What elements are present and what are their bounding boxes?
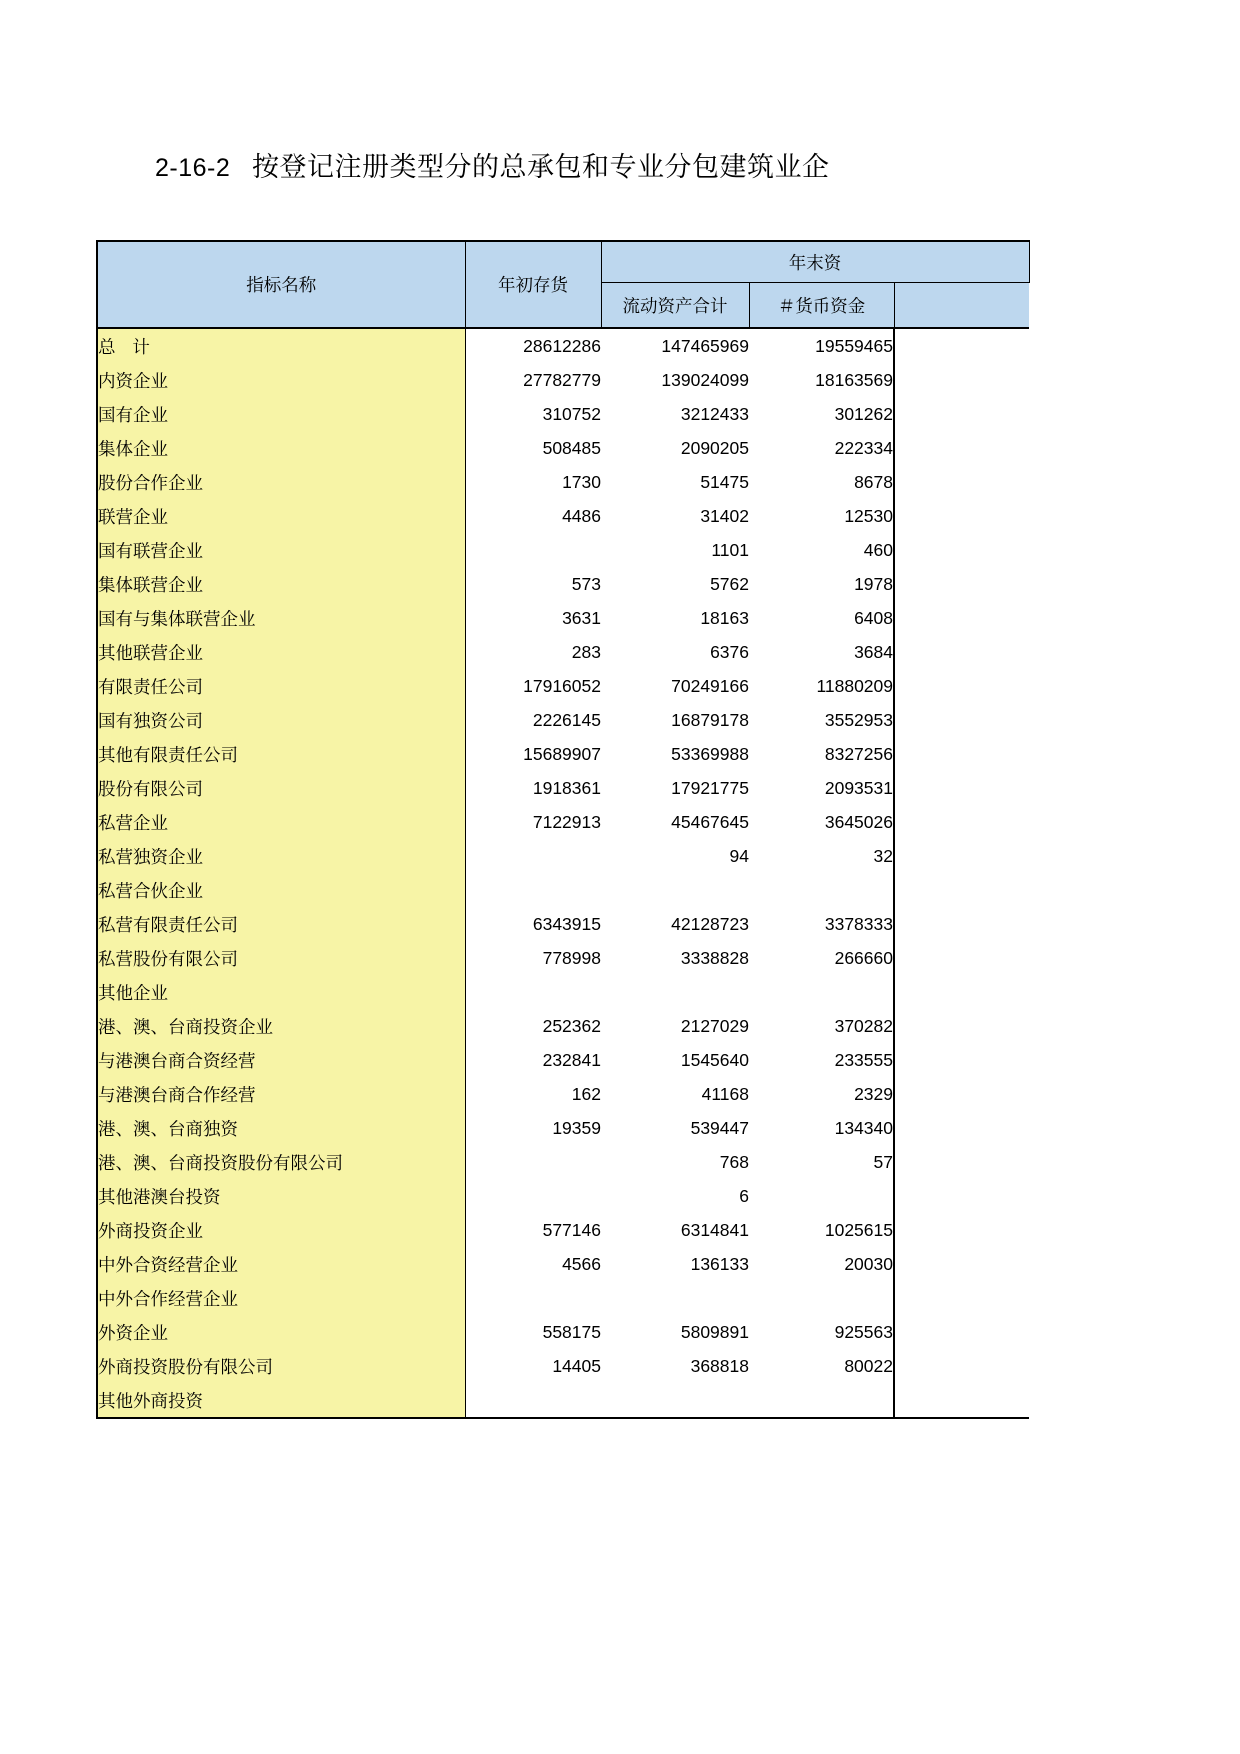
row-value-1: 162 (465, 1077, 601, 1111)
row-label: 私营企业 (97, 805, 465, 839)
row-overflow-spacer (894, 397, 1029, 431)
row-label: 中外合资经营企业 (97, 1247, 465, 1281)
table-row (97, 1383, 1029, 1418)
row-label: 外商投资企业 (97, 1213, 465, 1247)
row-value-2: 6314841 (601, 1213, 749, 1247)
row-label: 国有与集体联营企业 (97, 601, 465, 635)
row-value-1: 1730 (465, 465, 601, 499)
row-value-3: 3684 (749, 635, 894, 669)
row-overflow-spacer (894, 567, 1029, 601)
row-label: 外资企业 (97, 1315, 465, 1349)
row-label: 内资企业 (97, 363, 465, 397)
row-value-2: 5809891 (601, 1315, 749, 1349)
row-value-2: 18163 (601, 601, 749, 635)
row-value-3: 925563 (749, 1315, 894, 1349)
row-label: 与港澳台商合作经营 (97, 1077, 465, 1111)
row-label: 其他有限责任公司 (97, 737, 465, 771)
row-overflow-spacer (894, 499, 1029, 533)
row-overflow-spacer (894, 635, 1029, 669)
row-overflow-spacer (894, 1349, 1029, 1383)
header-indicator: 指标名称 (97, 241, 465, 328)
row-overflow-spacer (894, 1315, 1029, 1349)
row-value-3: 222334 (749, 431, 894, 465)
row-value-1: 27782779 (465, 363, 601, 397)
row-label: 港、澳、台商独资 (97, 1111, 465, 1145)
row-value-1 (465, 1179, 601, 1213)
row-label: 有限责任公司 (97, 669, 465, 703)
row-value-3 (749, 873, 894, 907)
row-value-3: 1025615 (749, 1213, 894, 1247)
row-value-2: 42128723 (601, 907, 749, 941)
row-value-1: 7122913 (465, 805, 601, 839)
table-header (97, 241, 1029, 328)
row-value-1 (465, 975, 601, 1009)
row-value-2: 3212433 (601, 397, 749, 431)
row-value-1: 252362 (465, 1009, 601, 1043)
row-value-2: 5762 (601, 567, 749, 601)
table-row (97, 941, 1029, 975)
table-row (97, 1349, 1029, 1383)
row-value-3: 18163569 (749, 363, 894, 397)
row-label: 私营有限责任公司 (97, 907, 465, 941)
table-row (97, 771, 1029, 805)
row-value-2: 16879178 (601, 703, 749, 737)
row-value-1: 4486 (465, 499, 601, 533)
row-overflow-spacer (894, 465, 1029, 499)
statistics-table (96, 240, 1030, 1419)
row-value-1 (465, 1281, 601, 1315)
row-value-3: 6408 (749, 601, 894, 635)
header-current-assets-total: 流动资产合计 (601, 283, 749, 329)
table-row (97, 1281, 1029, 1315)
row-value-3: 460 (749, 533, 894, 567)
row-value-2: 147465969 (601, 328, 749, 363)
row-overflow-spacer (894, 839, 1029, 873)
row-overflow-spacer (894, 1247, 1029, 1281)
row-label: 总 计 (97, 328, 465, 363)
row-label: 国有联营企业 (97, 533, 465, 567)
row-value-3 (749, 1383, 894, 1418)
table-row (97, 975, 1029, 1009)
table-row (97, 635, 1029, 669)
row-value-3: 8327256 (749, 737, 894, 771)
row-label: 与港澳台商合资经营 (97, 1043, 465, 1077)
row-value-2: 70249166 (601, 669, 749, 703)
page-title (155, 145, 830, 184)
table-body (97, 328, 1029, 1418)
row-label: 联营企业 (97, 499, 465, 533)
row-value-2: 94 (601, 839, 749, 873)
row-value-3 (749, 1281, 894, 1315)
row-overflow-spacer (894, 907, 1029, 941)
row-label: 国有独资公司 (97, 703, 465, 737)
row-label: 私营股份有限公司 (97, 941, 465, 975)
row-label: 集体企业 (97, 431, 465, 465)
table-row (97, 533, 1029, 567)
row-value-2: 45467645 (601, 805, 749, 839)
row-value-3: 266660 (749, 941, 894, 975)
row-value-1 (465, 1145, 601, 1179)
table-row (97, 465, 1029, 499)
row-overflow-spacer (894, 363, 1029, 397)
row-label: 其他联营企业 (97, 635, 465, 669)
row-label: 股份合作企业 (97, 465, 465, 499)
row-value-3: 8678 (749, 465, 894, 499)
row-value-1: 232841 (465, 1043, 601, 1077)
table-row (97, 669, 1029, 703)
row-overflow-spacer (894, 328, 1029, 363)
row-value-1: 3631 (465, 601, 601, 635)
table-row (97, 328, 1029, 363)
row-value-2 (601, 975, 749, 1009)
row-value-3: 12530 (749, 499, 894, 533)
row-value-2: 31402 (601, 499, 749, 533)
row-overflow-spacer (894, 601, 1029, 635)
row-overflow-spacer (894, 533, 1029, 567)
row-label: 港、澳、台商投资企业 (97, 1009, 465, 1043)
row-label: 私营独资企业 (97, 839, 465, 873)
row-overflow-spacer (894, 1213, 1029, 1247)
row-value-3 (749, 975, 894, 1009)
row-value-2: 539447 (601, 1111, 749, 1145)
row-overflow-spacer (894, 771, 1029, 805)
row-value-2 (601, 1383, 749, 1418)
table-row (97, 1315, 1029, 1349)
row-value-2: 51475 (601, 465, 749, 499)
table-row (97, 1247, 1029, 1281)
row-value-1: 577146 (465, 1213, 601, 1247)
row-overflow-spacer (894, 1145, 1029, 1179)
row-value-3: 134340 (749, 1111, 894, 1145)
table-row (97, 1213, 1029, 1247)
row-overflow-spacer (894, 1111, 1029, 1145)
row-label: 集体联营企业 (97, 567, 465, 601)
row-value-3: 3378333 (749, 907, 894, 941)
row-value-2: 17921775 (601, 771, 749, 805)
row-label: 其他企业 (97, 975, 465, 1009)
row-value-2: 2090205 (601, 431, 749, 465)
row-value-2: 3338828 (601, 941, 749, 975)
row-value-1: 2226145 (465, 703, 601, 737)
row-value-3: 32 (749, 839, 894, 873)
row-value-2: 1101 (601, 533, 749, 567)
row-label: 私营合伙企业 (97, 873, 465, 907)
row-value-3: 57 (749, 1145, 894, 1179)
table-row (97, 431, 1029, 465)
header-overflow-spacer (894, 283, 1029, 329)
row-value-3: 3552953 (749, 703, 894, 737)
row-value-3: 1978 (749, 567, 894, 601)
table-row (97, 567, 1029, 601)
table-row (97, 601, 1029, 635)
table-row (97, 1111, 1029, 1145)
row-value-1: 558175 (465, 1315, 601, 1349)
row-value-3: 370282 (749, 1009, 894, 1043)
row-value-3: 2093531 (749, 771, 894, 805)
row-overflow-spacer (894, 873, 1029, 907)
row-value-2 (601, 873, 749, 907)
table-row (97, 873, 1029, 907)
row-overflow-spacer (894, 703, 1029, 737)
row-overflow-spacer (894, 975, 1029, 1009)
row-value-1 (465, 873, 601, 907)
row-value-2: 768 (601, 1145, 749, 1179)
row-overflow-spacer (894, 669, 1029, 703)
row-value-1: 778998 (465, 941, 601, 975)
row-label: 中外合作经营企业 (97, 1281, 465, 1315)
row-label: 国有企业 (97, 397, 465, 431)
table-row (97, 1009, 1029, 1043)
row-label: 股份有限公司 (97, 771, 465, 805)
row-value-2: 41168 (601, 1077, 749, 1111)
row-value-3: 233555 (749, 1043, 894, 1077)
row-value-2: 139024099 (601, 363, 749, 397)
row-label: 其他外商投资 (97, 1383, 465, 1418)
row-value-1: 310752 (465, 397, 601, 431)
table-row (97, 363, 1029, 397)
table-row (97, 805, 1029, 839)
table-row (97, 907, 1029, 941)
row-overflow-spacer (894, 1077, 1029, 1111)
row-value-2: 1545640 (601, 1043, 749, 1077)
table-row (97, 1043, 1029, 1077)
row-value-2 (601, 1281, 749, 1315)
row-value-1: 1918361 (465, 771, 601, 805)
table-row (97, 703, 1029, 737)
row-value-2: 2127029 (601, 1009, 749, 1043)
row-value-3: 2329 (749, 1077, 894, 1111)
table-row (97, 1179, 1029, 1213)
table-row (97, 1077, 1029, 1111)
row-value-2: 6 (601, 1179, 749, 1213)
row-value-1 (465, 839, 601, 873)
row-overflow-spacer (894, 805, 1029, 839)
row-value-1: 15689907 (465, 737, 601, 771)
table-row (97, 1145, 1029, 1179)
row-value-1: 28612286 (465, 328, 601, 363)
row-value-1: 17916052 (465, 669, 601, 703)
row-value-3: 11880209 (749, 669, 894, 703)
row-value-2: 6376 (601, 635, 749, 669)
row-value-1 (465, 1383, 601, 1418)
table-row (97, 839, 1029, 873)
header-monetary-funds: ＃货币资金 (749, 283, 894, 329)
row-value-1: 4566 (465, 1247, 601, 1281)
row-label: 港、澳、台商投资股份有限公司 (97, 1145, 465, 1179)
row-overflow-spacer (894, 737, 1029, 771)
row-value-2: 368818 (601, 1349, 749, 1383)
row-value-1 (465, 533, 601, 567)
row-value-1: 14405 (465, 1349, 601, 1383)
row-overflow-spacer (894, 1179, 1029, 1213)
header-begin-inventory: 年初存货 (465, 241, 601, 328)
title-text: 按登记注册类型分的总承包和专业分包建筑业企 (252, 152, 830, 182)
row-overflow-spacer (894, 1043, 1029, 1077)
row-label: 外商投资股份有限公司 (97, 1349, 465, 1383)
header-year-end-group: 年末资 (601, 241, 1029, 283)
table-row (97, 499, 1029, 533)
row-value-2: 53369988 (601, 737, 749, 771)
table-row (97, 397, 1029, 431)
row-value-3: 301262 (749, 397, 894, 431)
row-value-3: 3645026 (749, 805, 894, 839)
row-value-1: 573 (465, 567, 601, 601)
row-overflow-spacer (894, 431, 1029, 465)
row-value-3 (749, 1179, 894, 1213)
row-value-1: 6343915 (465, 907, 601, 941)
row-value-1: 283 (465, 635, 601, 669)
row-label: 其他港澳台投资 (97, 1179, 465, 1213)
row-overflow-spacer (894, 1383, 1029, 1418)
row-value-3: 80022 (749, 1349, 894, 1383)
row-overflow-spacer (894, 941, 1029, 975)
row-value-1: 19359 (465, 1111, 601, 1145)
row-value-3: 19559465 (749, 328, 894, 363)
row-overflow-spacer (894, 1281, 1029, 1315)
row-overflow-spacer (894, 1009, 1029, 1043)
table-row (97, 737, 1029, 771)
row-value-3: 20030 (749, 1247, 894, 1281)
row-value-2: 136133 (601, 1247, 749, 1281)
table-code: 2-16-2 (155, 154, 231, 182)
row-value-1: 508485 (465, 431, 601, 465)
